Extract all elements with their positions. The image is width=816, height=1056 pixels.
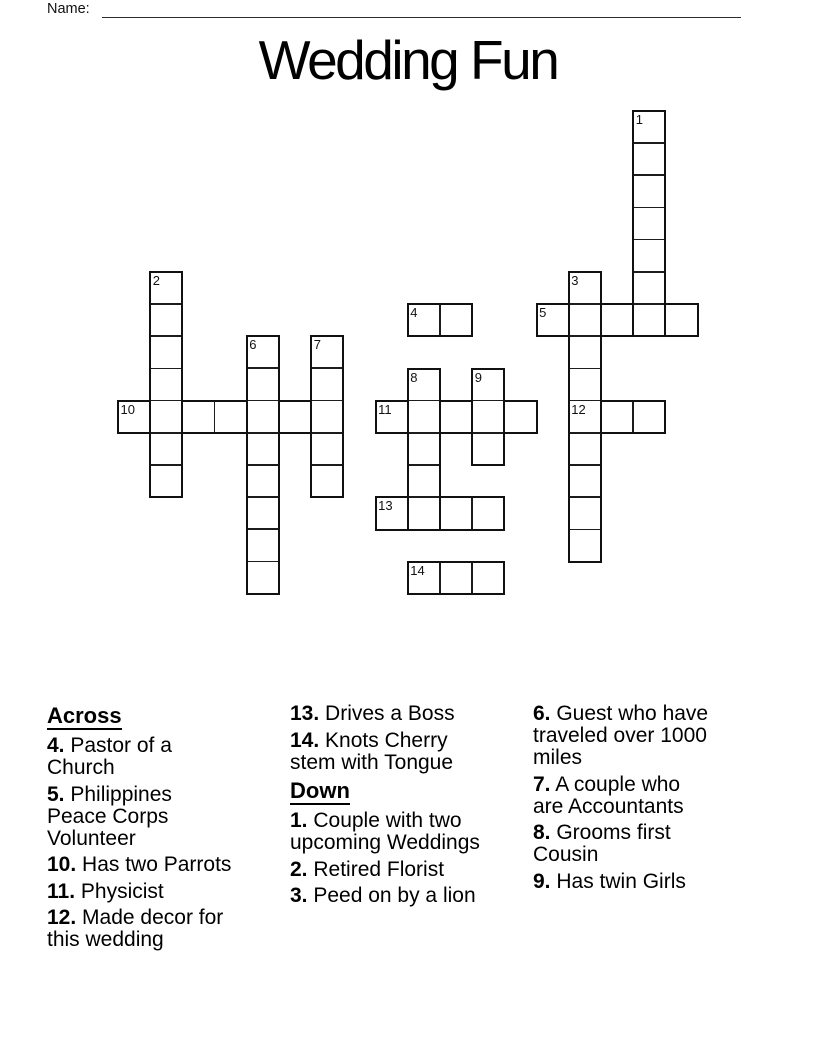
clue-text: Peed on by a lion xyxy=(307,884,476,907)
word-5-across xyxy=(536,303,699,337)
cell-number-7: 7 xyxy=(313,337,321,353)
clue-number: 11. xyxy=(47,879,76,903)
word-6-down xyxy=(246,335,280,595)
cell-divider xyxy=(409,464,439,466)
cell-divider xyxy=(634,271,664,273)
cell-number-6: 6 xyxy=(249,337,257,353)
cell-divider xyxy=(634,174,664,176)
clue-number: 1. xyxy=(290,809,308,832)
cell-divider xyxy=(570,335,600,337)
cell-divider xyxy=(312,400,342,402)
header-text: Down xyxy=(290,778,350,803)
cell-divider xyxy=(632,402,634,432)
cell-divider xyxy=(439,305,441,335)
cell-number-10: 10 xyxy=(120,401,135,417)
word-8-down xyxy=(407,368,441,531)
cell-divider xyxy=(151,432,181,434)
cell-number-12: 12 xyxy=(571,401,586,417)
clue-text: Drives a Boss xyxy=(319,702,455,725)
cell-divider xyxy=(151,400,181,402)
cell-divider xyxy=(471,498,473,528)
cell-number-3: 3 xyxy=(571,273,579,288)
cell-divider xyxy=(214,402,216,432)
clue-column xyxy=(47,703,234,956)
cell-number-14: 14 xyxy=(410,562,425,578)
page-title: Wedding Fun xyxy=(258,29,558,91)
cell-divider xyxy=(634,142,664,144)
cell-divider xyxy=(312,432,342,434)
clue-number: 4. xyxy=(47,734,65,757)
clue-number: 7. xyxy=(533,772,551,796)
clue-number: 9. xyxy=(533,869,551,893)
down-clues-header xyxy=(290,778,481,805)
cell-divider xyxy=(248,528,278,530)
clue-text: Couple with two upcoming Weddings xyxy=(290,809,480,854)
clue-number: 12. xyxy=(47,906,77,929)
cell-divider xyxy=(151,368,181,370)
word-3-down xyxy=(568,271,602,563)
clue-number: 13. xyxy=(290,702,320,725)
clue-text: A couple who are Accountants xyxy=(533,772,684,818)
cell-divider xyxy=(312,464,342,466)
clue-text: Grooms first Cousin xyxy=(533,821,671,866)
clue-text: Made decor for this wedding xyxy=(47,906,224,951)
clue-number: 10. xyxy=(47,853,77,876)
clue-text: Philippines Peace Corps Volunteer xyxy=(47,782,172,850)
clue-number: 8. xyxy=(533,821,551,844)
clue-10-across xyxy=(47,854,234,876)
clue-number: 2. xyxy=(290,857,308,881)
cell-divider xyxy=(634,207,664,209)
cell-divider xyxy=(248,496,278,498)
word-2-down xyxy=(149,271,183,498)
clue-12-across xyxy=(47,907,234,951)
clue-number: 6. xyxy=(533,702,551,725)
clue-column xyxy=(533,703,713,897)
clue-column xyxy=(290,703,481,912)
cell-divider xyxy=(151,303,181,305)
word-11-across xyxy=(375,400,538,434)
cell-divider xyxy=(634,239,664,241)
clue-text: Retired Florist xyxy=(307,857,445,881)
cell-number-5: 5 xyxy=(539,305,547,321)
cell-divider xyxy=(409,400,439,402)
cell-divider xyxy=(570,529,600,531)
header-text: Across xyxy=(47,703,122,728)
cell-number-4: 4 xyxy=(410,305,418,321)
cell-divider xyxy=(439,563,441,593)
cell-divider xyxy=(312,367,342,369)
clue-1-down xyxy=(290,810,481,854)
across-clues-header xyxy=(47,703,234,730)
clue-number: 14. xyxy=(290,728,320,752)
cell-divider xyxy=(473,432,503,434)
clue-7-down xyxy=(533,774,713,818)
cell-divider xyxy=(570,368,600,370)
cell-number-2: 2 xyxy=(152,273,160,288)
clue-9-down xyxy=(533,871,713,893)
cell-divider xyxy=(634,303,664,305)
clue-8-down xyxy=(533,822,713,866)
cell-divider xyxy=(248,400,278,402)
clue-text: Physicist xyxy=(75,879,164,903)
clue-text: Guest who have traveled over 1000 miles xyxy=(533,702,709,769)
cell-divider xyxy=(570,303,600,305)
cell-number-8: 8 xyxy=(410,369,418,385)
cell-divider xyxy=(570,464,600,466)
clue-number: 3. xyxy=(290,884,308,907)
clue-number: 5. xyxy=(47,782,65,806)
cell-divider xyxy=(151,464,181,466)
cell-divider xyxy=(248,432,278,434)
clue-3-down xyxy=(290,885,481,907)
clue-text: Knots Cherry stem with Tongue xyxy=(290,728,454,774)
clue-text: Pastor of a Church xyxy=(47,734,172,779)
cell-divider xyxy=(248,367,278,369)
clue-5-across xyxy=(47,784,234,850)
cell-divider xyxy=(570,432,600,434)
cell-divider xyxy=(248,464,278,466)
clue-text: Has two Parrots xyxy=(76,853,232,876)
cell-divider xyxy=(409,496,439,498)
clue-6-down xyxy=(533,703,713,769)
clue-14-across xyxy=(290,730,481,774)
cell-number-9: 9 xyxy=(474,369,482,385)
cell-divider xyxy=(151,335,181,337)
clue-2-down xyxy=(290,859,481,881)
cell-divider xyxy=(248,561,278,563)
cell-number-1: 1 xyxy=(635,112,643,127)
clue-4-across xyxy=(47,735,234,779)
word-1-down xyxy=(632,110,666,337)
cell-divider xyxy=(570,496,600,498)
cell-number-11: 11 xyxy=(378,401,392,417)
cell-divider xyxy=(473,400,503,402)
cell-divider xyxy=(409,432,439,434)
cell-divider xyxy=(471,563,473,593)
cell-number-13: 13 xyxy=(378,498,393,514)
clue-13-across xyxy=(290,703,481,725)
word-7-down xyxy=(310,335,344,498)
name-label: Name: xyxy=(47,1,90,17)
clue-11-across xyxy=(47,881,234,903)
clue-text: Has twin Girls xyxy=(550,869,686,893)
